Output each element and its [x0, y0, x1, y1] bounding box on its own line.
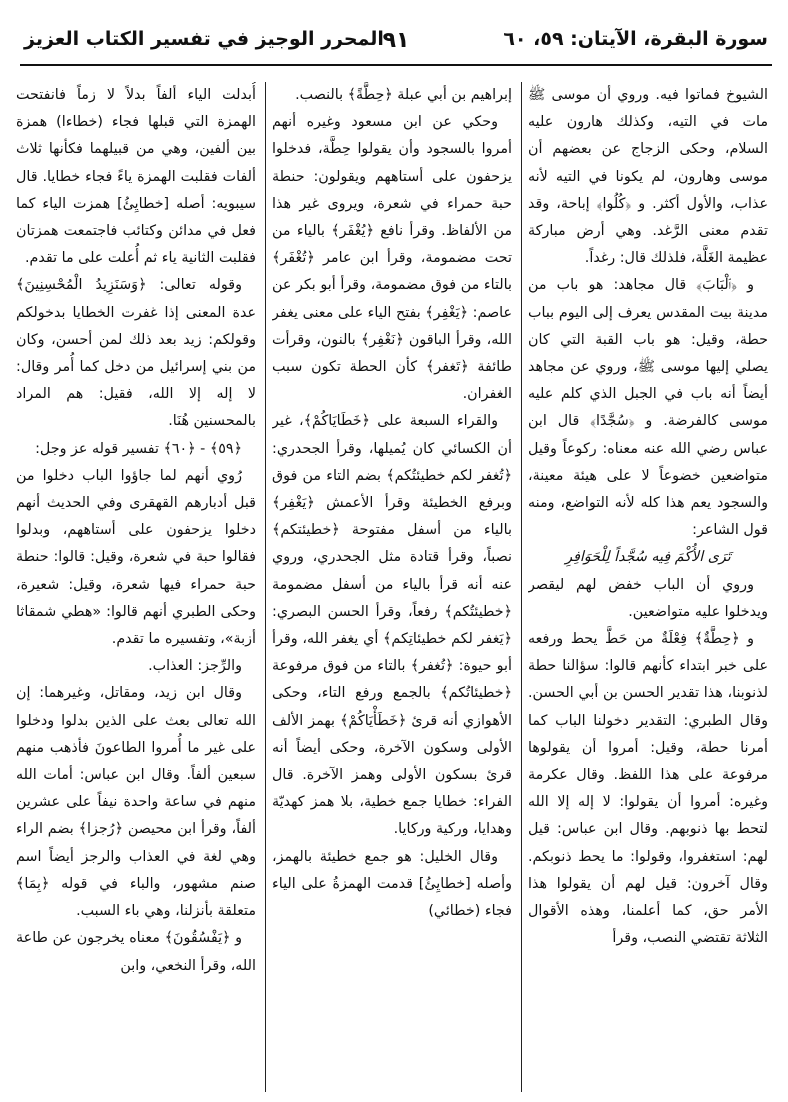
paragraph: وقوله تعالى: ﴿وَسَنَزِيدُ الْمُحْسِنِينَ﴾ عدة المعنى إذا غفرت الخطايا بدخولكم وقولكم: زيد بعد ذلك لمن أحسن، وكان من بني إسرائيل من دخل كما أُمر وقال: لا إله إلا الله، فقيل: هم المراد بالمحسنين هُنَا.: [16, 277, 256, 430]
paragraph: وقال الخليل: هو جمع خطيئة بالهمز، وأصله [خطايِئُ] قدمت الهمزةُ على الياء فجاء (خطائي): [272, 848, 512, 920]
paragraph: وحكي عن ابن مسعود وغيره أنهم أمروا بالسجود وأن يقولوا حِطَّة، فدخلوا يزحفون على أستاههم ويقولون: حنطة حبة حمراء في شعرة، ويروى غير هذا من الألفاظ. وقرأ نافع ﴿يُغْفَر﴾ بالياء من تحت مضمومة، وقرأ ابن عامر ﴿تُغْفَر﴾ بالتاء من فوق مضمومة، وقرأ أبو بكر عن عاصم: ﴿يَغْفِر﴾ بفتح الياء على معنى يغفر الله، وقرأ الباقون ﴿نَغْفِر﴾ بالنون، وقرأت طائفة ﴿تَغفر﴾ كأن الحطة تكون سبب الغفران.: [272, 114, 512, 403]
paragraph: و ﴿حِطَّةٌ﴾ فِعْلَةٌ من حَطَّ يحط ورفعه على خبر ابتداء كأنهم قالوا: سؤالنا حطة لذنوبنا، هذا تقدير الحسن بن أبي الحسن. وقال الطبري: التقدير دخولنا الباب كما أمرنا حطة، وقيل: أمروا أن يقولوها مرفوعة على هذا اللفظ. وقال عكرمة وغيره: أمروا أن يقولوا: لا إله إلا الله لتحط بها ذنوبهم. وقال ابن عباس: قيل لهم: استغفروا، وقولوا: ما يحط ذنوبكم. وقال آخرون: قيل لهم أن يقولوا هذا الأمر حق، كما أعلمنا، وهذه الأقوال الثلاثة تقتضي النصب، وقرأ: [528, 631, 768, 947]
text-column-right: [528, 82, 768, 1092]
section-heading: ﴿٥٩﴾ - ﴿٦٠﴾ تفسير قوله عز وجل:: [35, 440, 242, 457]
paragraph: رُوي أنهم لما جاؤوا الباب دخلوا من قبل أدبارهم القهقرى وفي الحديث أنهم دخلوا يزحفون على أستاههم، وبدلوا فقالوا حبة في شعرة، وقيل: قالوا: حنطة حبة حمراء فيها شعرة، وقيل: شعيرة، وحكى الطبري أنهم قالوا: «هطي شمقاثا أزبة»، وتفسيره ما تقدم.: [16, 467, 256, 648]
poetry-verse: تَرَى الأُكْمَ فِيه سُجَّداً لِلْحَوَافِرِ: [565, 549, 731, 566]
paragraph: الشيوخ فماتوا فيه. وروي أن موسى ﷺ مات في التيه، وكذلك هارون عليه السلام، وحكى الزجاج عن بعضهم أن موسى وهارون، لم يكونا في التيه لأنه عذاب، والأول أكثر. و ﴿كُلُوا﴾ إباحة، وقد تقدم معنى الرَّغد. وهي أرض مباركة عظيمة الغَلَّة، فلذلك قال: رغداً.: [528, 87, 768, 267]
paragraph: و ﴿يَفْسُقُونَ﴾ معناه يخرجون عن طاعة الله، وقرأ النخعي، وابن: [16, 930, 256, 974]
running-header: [20, 22, 772, 66]
text-column-left: [16, 82, 256, 1092]
paragraph: والرِّجز: العذاب.: [148, 658, 242, 675]
paragraph: وروي أن الباب خفض لهم ليقصر ويدخلوا عليه متواضعين.: [528, 576, 768, 620]
text-column-middle: [272, 82, 512, 1092]
paragraph: أُبدلت الياء ألفاً بدلاً لا زماً فانفتحت الهمزة التي قبلها فجاء (خطاءا) همزة بين ألفين، وهي من قبيلهما فكأنها ثلاث ألفات فقلبت الهمزة ياءً فجاء خطايا. قال سيبويه: أصله [خطايِئُ] همزت الياء كما فعل في مدائن وكتائب فاجتمعت همزتان فقلبت الثانية ياء ثم أُعلت على ما تقدم.: [16, 87, 256, 267]
paragraph: إبراهيم بن أبي عبلة ﴿حِطَّةً﴾ بالنصب.: [295, 87, 512, 103]
book-title: المحرر الوجيز في تفسير الكتاب العزيز: [24, 28, 384, 50]
paragraph: وقال ابن زيد، ومقاتل، وغيرهما: إن الله تعالى بعث على الذين بدلوا ودخلوا على غير ما أُمروا الطاعونَ فأذهب منهم سبعين ألفاً. وقال ابن عباس: أمات الله منهم في ساعة واحدة نيفاً على عشرين ألفاً، وقرأ ابن محيصن ﴿رُجزا﴾ بضم الراء وهي لغة في العذاب والرجز أيضاً اسم صنم مشهور، والباء في قوله ﴿بِمَا﴾ متعلقة بأنزلنا، وهي باء السبب.: [16, 685, 256, 920]
paragraph: و ﴿ٱلْبَابَ﴾ قال مجاهد: هو باب من مدينة بيت المقدس يعرف إلى اليوم بباب حطة، وقيل: هو باب القبة التي كان يصلي إليها موسى ﷺ، وروي عن مجاهد أيضاً أنه باب في الجبل الذي كلم عليه موسى كالفرضة. و ﴿سُجَّدًا﴾ قال ابن عباس رضي الله عنه معناه: ركوعاً وقيل متواضعين خضوعاً لا على هيئة معينة، والسجود يعم هذا كله لأنه التواضع، ومنه قول الشاعر:: [528, 277, 768, 539]
column-divider: [265, 82, 266, 1092]
paragraph: والقراء السبعة على ﴿خَطَايَاكُمْ﴾، غير أن الكسائي كان يُميلها، وقرأ الجحدري: ﴿تُغفر لكم خطيئتُكم﴾ بضم التاء من فوق وبرفع الخطيئة وقرأ الأعمش ﴿يَغْفِر﴾ بالياء من أسفل مفتوحة ﴿خطيئتكم﴾ نصباً، وقرأ قتادة مثل الجحدري، وروي عنه أنه قرأ بالياء من أسفل مضمومة ﴿خطيئتُكم﴾ رفعاً، وقرأ الحسن البصري: ﴿يَغفر لكم خطيئاتِكم﴾ أي يغفر الله، وقرأ أبو حيوة: ﴿تُغفر﴾ بالتاء من فوق مرفوعة ﴿خطيئاتُكم﴾ بالجمع ورفع التاء، وحكى الأهوازي أنه قرئ ﴿خَطَأْيَاكُمْ﴾ بهمز الألف الأولى وسكون الآخرة، وحكى أيضاً أنه قرئ بسكون الأولى وهمز الآخرة. قال الفراء: خطايا جمع خطية، بلا همز كهديّة وهدايا، وركية وركايا.: [272, 413, 512, 838]
page-number: ٩١: [382, 28, 410, 53]
column-divider: [521, 82, 522, 1092]
surah-heading: سورة البقرة، الآيتان: ٥٩، ٦٠: [503, 28, 768, 50]
